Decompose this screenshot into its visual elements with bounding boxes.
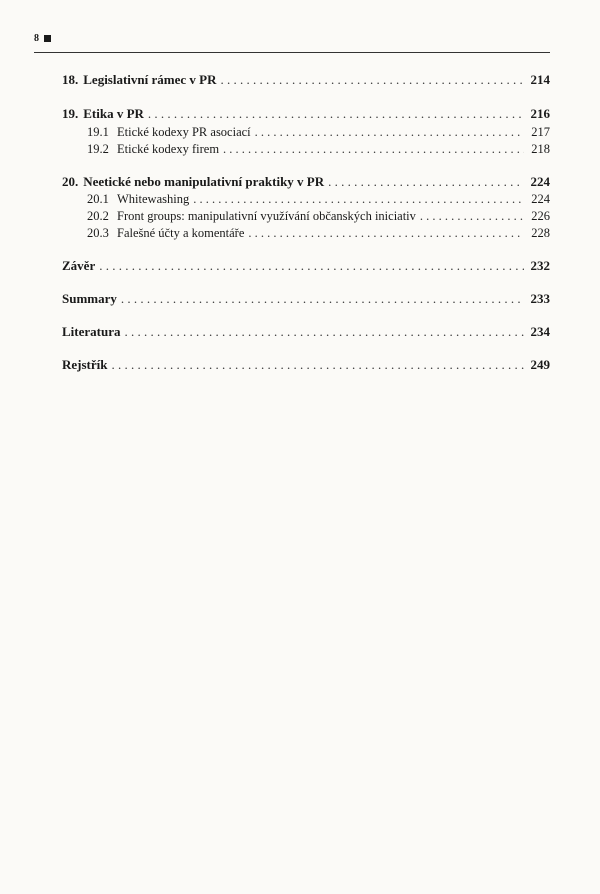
dot-leader <box>124 324 524 340</box>
toc-entry-title: Rejstřík <box>62 357 108 372</box>
toc-entry-page: 214 <box>530 72 550 87</box>
dot-leader <box>112 357 525 373</box>
dot-leader <box>121 291 524 307</box>
dot-leader <box>193 191 524 207</box>
toc-entry-title: Whitewashing <box>117 192 190 206</box>
toc-entry-number: 20.1 <box>87 192 109 206</box>
toc-entry <box>62 72 550 88</box>
dot-leader <box>148 106 524 122</box>
toc-entry-title: Falešné účty a komentáře <box>117 226 245 240</box>
toc-entry-title: Front groups: manipulativní využívání občanských iniciativ <box>117 209 416 223</box>
toc-entry <box>62 208 550 224</box>
toc-entry-number: 19.2 <box>87 142 109 156</box>
toc-entry-title: Legislativní rámec v PR <box>83 72 217 87</box>
toc-entry <box>62 324 550 340</box>
page-number: 8 <box>34 33 39 44</box>
toc-entry-title: Neetické nebo manipulativní praktiky v PR <box>83 174 325 189</box>
toc-entry <box>62 191 550 207</box>
toc-entry <box>62 141 550 157</box>
toc-entry <box>62 258 550 274</box>
toc-entry-number: 20.3 <box>87 226 109 240</box>
dot-leader <box>248 225 524 241</box>
toc-entry-page: 224 <box>531 192 550 206</box>
toc-entry-number: 19.1 <box>87 125 109 139</box>
page-header <box>34 33 51 44</box>
toc-entry-page: 226 <box>531 209 550 223</box>
toc-entry-page: 234 <box>530 324 550 339</box>
toc-entry-page: 233 <box>530 291 550 306</box>
toc-entry-number: 20. <box>62 174 79 189</box>
toc-entry <box>62 106 550 122</box>
toc-entry <box>62 225 550 241</box>
toc-entry-page: 216 <box>530 106 550 121</box>
toc-entry <box>62 174 550 190</box>
toc-entry <box>62 357 550 373</box>
header-rule <box>34 52 550 53</box>
toc-entry-title: Závěr <box>62 258 96 273</box>
toc-entry-title: Summary <box>62 291 117 306</box>
dot-leader <box>255 124 524 140</box>
toc-entry-title: Etické kodexy firem <box>117 142 220 156</box>
dot-leader <box>223 141 524 157</box>
toc-entry-number: 18. <box>62 72 79 87</box>
toc-entry-page: 232 <box>530 258 550 273</box>
dot-leader <box>220 72 524 88</box>
toc-entry-page: 217 <box>531 125 550 139</box>
toc-entry-page: 218 <box>531 142 550 156</box>
toc-entry-page: 228 <box>531 226 550 240</box>
toc-entry-title: Literatura <box>62 324 121 339</box>
toc-entry-number: 20.2 <box>87 209 109 223</box>
dot-leader <box>420 208 524 224</box>
toc-entry-number: 19. <box>62 106 79 121</box>
dot-leader <box>328 174 524 190</box>
dot-leader <box>99 258 524 274</box>
toc-entry-title: Etické kodexy PR asociací <box>117 125 251 139</box>
toc-entry-title: Etika v PR <box>83 106 144 121</box>
page-marker-square <box>44 35 51 42</box>
toc-entry <box>62 291 550 307</box>
toc-entry-page: 249 <box>530 357 550 372</box>
toc-entry <box>62 124 550 140</box>
toc-entry-page: 224 <box>530 174 550 189</box>
